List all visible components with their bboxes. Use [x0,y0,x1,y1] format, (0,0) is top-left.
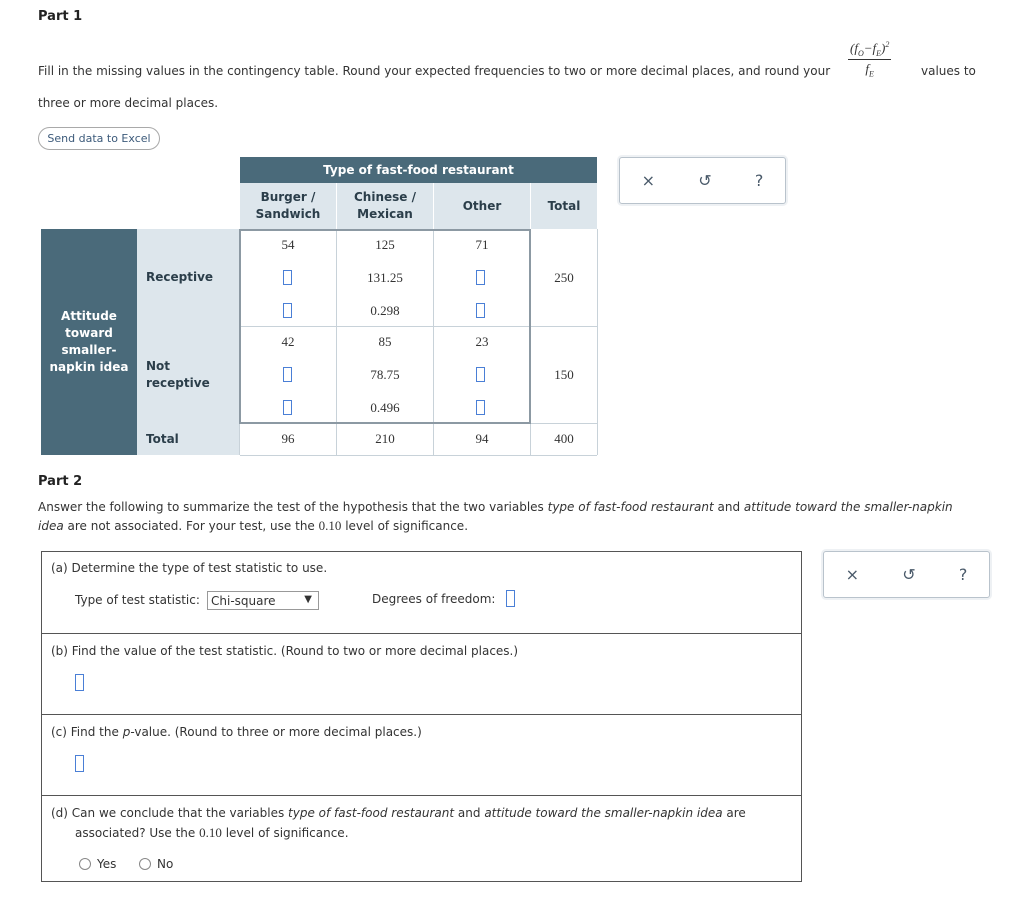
input-receptive-burger-chi[interactable] [283,303,292,318]
question-b-prompt: (b) Find the value of the test statistic. (Round to two or more decimal places.) [51,644,519,658]
part1-title: Part 1 [38,9,83,24]
cell-notreceptive-burger-observed: 42 [281,334,295,349]
part2-intro-line1: Answer the following to summarize the test of the hypothesis that the two variables type of fast-food restaurant and attitude toward the smaller-napkin [38,500,953,514]
test-type-value: Chi-square [211,593,276,608]
question-c-prompt: (c) Find the p-value. (Round to three or more decimal places.) [51,725,422,739]
cell-receptive-other-observed: 71 [475,237,489,252]
col-header-other: Other [434,183,530,229]
cell-receptive-total: 250 [554,270,574,285]
cell-receptive-burger-observed: 54 [281,237,295,252]
row-label-total: Total [137,423,239,455]
input-receptive-burger-expected[interactable] [283,270,292,285]
part1-instruction-end: values to [921,64,976,78]
test-type-label: Type of test statistic: [75,593,200,607]
cell-total-burger: 96 [281,431,295,446]
row-label-not-receptive: Not receptive [137,326,239,423]
cell-total-other: 94 [475,431,489,446]
input-receptive-other-chi[interactable] [476,303,485,318]
radio-yes[interactable] [79,857,116,871]
clear-icon[interactable]: × [641,171,656,190]
undo-icon[interactable]: ↺ [902,565,916,584]
cell-notreceptive-chinese-chi: 0.496 [370,400,400,415]
dropdown-arrow-icon: ▼ [304,594,312,605]
cell-receptive-chinese-chi: 0.298 [370,303,400,318]
input-notreceptive-burger-chi[interactable] [283,400,292,415]
row-label-receptive: Receptive [137,229,239,326]
radio-yes-circle[interactable] [79,858,91,870]
question-d-prompt-line2: associated? Use the 0.10 level of significance. [75,825,349,840]
undo-icon[interactable]: ↺ [698,171,712,190]
cell-notreceptive-total: 150 [554,367,574,382]
question-a-prompt: (a) Determine the type of test statistic to use. [51,561,328,575]
question-d-prompt-line1: (d) Can we conclude that the variables type of fast-food restaurant and attitude toward the smaller-napkin idea are [51,806,746,820]
cell-receptive-chinese-expected: 131.25 [367,270,403,285]
clear-icon[interactable]: × [845,565,860,584]
input-notreceptive-other-expected[interactable] [476,367,485,382]
help-icon[interactable]: ? [754,171,764,190]
radio-no-label: No [157,857,174,871]
test-statistic-input[interactable] [75,674,84,691]
part2-intro-line2: idea are not associated. For your test, use the 0.10 level of significance. [38,518,469,533]
col-header-burger: Burger / Sandwich [240,183,336,229]
degrees-of-freedom-input[interactable] [506,590,515,607]
table-top-header: Type of fast-food restaurant [240,157,597,183]
cell-total-chinese: 210 [375,431,395,446]
radio-no-circle[interactable] [139,858,151,870]
degrees-of-freedom-label: Degrees of freedom: [372,592,496,606]
input-notreceptive-burger-expected[interactable] [283,367,292,382]
cell-notreceptive-other-observed: 23 [475,334,489,349]
part1-instruction: Fill in the missing values in the contingency table. Round your expected frequencies to two or more decimal places, and round your [38,64,831,78]
row-group-label: Attitude toward smaller-napkin idea [41,229,137,455]
radio-yes-label: Yes [97,857,117,871]
col-header-total: Total [531,183,597,229]
cell-notreceptive-chinese-observed: 85 [378,334,392,349]
input-receptive-other-expected[interactable] [476,270,485,285]
cell-notreceptive-chinese-expected: 78.75 [370,367,400,382]
part2-title: Part 2 [38,474,83,489]
cell-total-grand: 400 [554,431,574,446]
chi-square-formula: $\frac{(f_O-f_E)^2}{f_E}$ [850,40,890,79]
radio-no[interactable] [139,857,173,871]
col-header-chinese: Chinese / Mexican [337,183,433,229]
table-toolbox [619,157,786,204]
help-icon[interactable]: ? [958,565,968,584]
cell-receptive-chinese-observed: 125 [375,237,395,252]
send-to-excel-button[interactable]: Send data to Excel [38,127,160,150]
input-notreceptive-other-chi[interactable] [476,400,485,415]
p-value-input[interactable] [75,755,84,772]
test-type-select[interactable] [207,591,319,610]
part1-instruction-line2: three or more decimal places. [38,96,219,110]
answer-toolbox [823,551,990,598]
